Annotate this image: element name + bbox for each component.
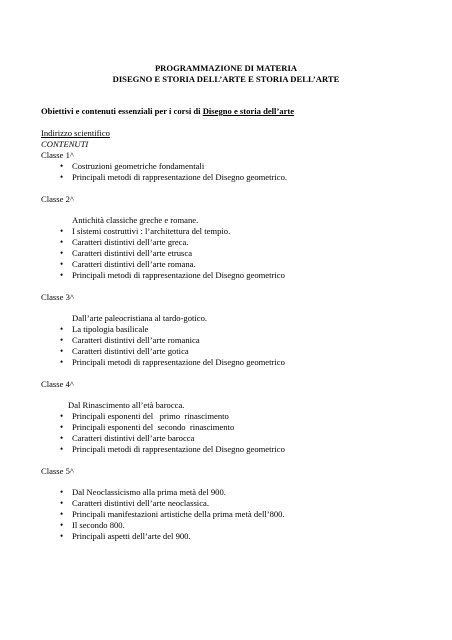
- bullet-icon: •: [60, 248, 64, 258]
- bullet-icon: •: [60, 324, 64, 334]
- document-title-line-1: PROGRAMMAZIONE DI MATERIA: [154, 63, 298, 73]
- bullet-icon: •: [60, 357, 64, 367]
- bullet-icon: •: [60, 444, 64, 454]
- class-2-label: Classe 2^: [41, 194, 74, 204]
- list-item-text: Costruzioni geometriche fondamentali: [72, 161, 205, 171]
- list-item-text: Caratteri distintivi dell’arte gotica: [72, 346, 189, 356]
- bullet-icon: •: [60, 226, 64, 236]
- list-item-text: Principali metodi di rappresentazione del Disegno geometrico: [72, 444, 285, 454]
- class-3-label: Classe 3^: [41, 292, 74, 302]
- list-item-text: La tipologia basilicale: [72, 324, 149, 334]
- list-item-text: Caratteri distintivi dell’arte romanica: [72, 335, 200, 345]
- list-item-text: I sistemi costruttivi : l’architettura del tempio.: [72, 226, 231, 236]
- track-label: Indirizzo scientifico: [41, 128, 110, 138]
- bullet-icon: •: [60, 433, 64, 443]
- class-3-intro: Dall’arte paleocristiana al tardo-gotico.: [72, 313, 208, 323]
- list-item-text: Caratteri distintivi dell’arte romana.: [72, 259, 196, 269]
- list-item-text: Principali metodi di rappresentazione del Disegno geometrico: [72, 357, 285, 367]
- class-4-intro: Dal Rinascimento all’età barocca.: [68, 400, 185, 410]
- objectives-prefix: Obiettivi e contenuti essenziali per i corsi di: [41, 106, 203, 116]
- objectives-subject: Disegno e storia dell’arte: [202, 106, 295, 116]
- list-item-text: Principali esponenti del primo rinascimento: [72, 411, 229, 421]
- bullet-icon: •: [60, 498, 64, 508]
- list-item-text: Caratteri distintivi dell’arte etrusca: [72, 248, 193, 258]
- list-item-text: Il secondo 800.: [72, 520, 125, 530]
- class-1-label: Classe 1^: [41, 150, 74, 160]
- class-5-label: Classe 5^: [41, 466, 74, 476]
- list-item-text: Principali metodi di rappresentazione del Disegno geometrico: [72, 270, 285, 280]
- list-item-text: Caratteri distintivi dell’arte neoclassica.: [72, 498, 209, 508]
- bullet-icon: •: [60, 237, 64, 247]
- bullet-icon: •: [60, 520, 64, 530]
- list-item-text: Principali manifestazioni artistiche della prima metà dell’800.: [72, 509, 285, 519]
- list-item-text: Principali aspetti dell’arte del 900.: [72, 531, 191, 541]
- bullet-icon: •: [60, 411, 64, 421]
- document-title-line-2: DISEGNO E STORIA DELL’ARTE E STORIA DELL’ARTE: [112, 74, 340, 84]
- bullet-icon: •: [60, 531, 64, 541]
- bullet-icon: •: [60, 259, 64, 269]
- bullet-icon: •: [60, 172, 64, 182]
- bullet-icon: •: [60, 335, 64, 345]
- list-item-text: Principali metodi di rappresentazione del Disegno geometrico.: [72, 172, 288, 182]
- contents-label: CONTENUTI: [41, 139, 89, 149]
- list-item-text: Caratteri distintivi dell’arte barocca: [72, 433, 195, 443]
- objectives-heading: [41, 106, 294, 117]
- bullet-icon: •: [60, 346, 64, 356]
- list-item-text: Principali esponenti del secondo rinascimento: [72, 422, 235, 432]
- class-2-intro: Antichità classiche greche e romane.: [72, 215, 199, 225]
- bullet-icon: •: [60, 422, 64, 432]
- bullet-icon: •: [60, 509, 64, 519]
- list-item-text: Caratteri distintivi dell’arte greca.: [72, 237, 189, 247]
- bullet-icon: •: [60, 270, 64, 280]
- bullet-icon: •: [60, 487, 64, 497]
- list-item-text: Dal Neoclassicismo alla prima metà del 900.: [72, 487, 226, 497]
- bullet-icon: •: [60, 161, 64, 171]
- class-4-label: Classe 4^: [41, 379, 74, 389]
